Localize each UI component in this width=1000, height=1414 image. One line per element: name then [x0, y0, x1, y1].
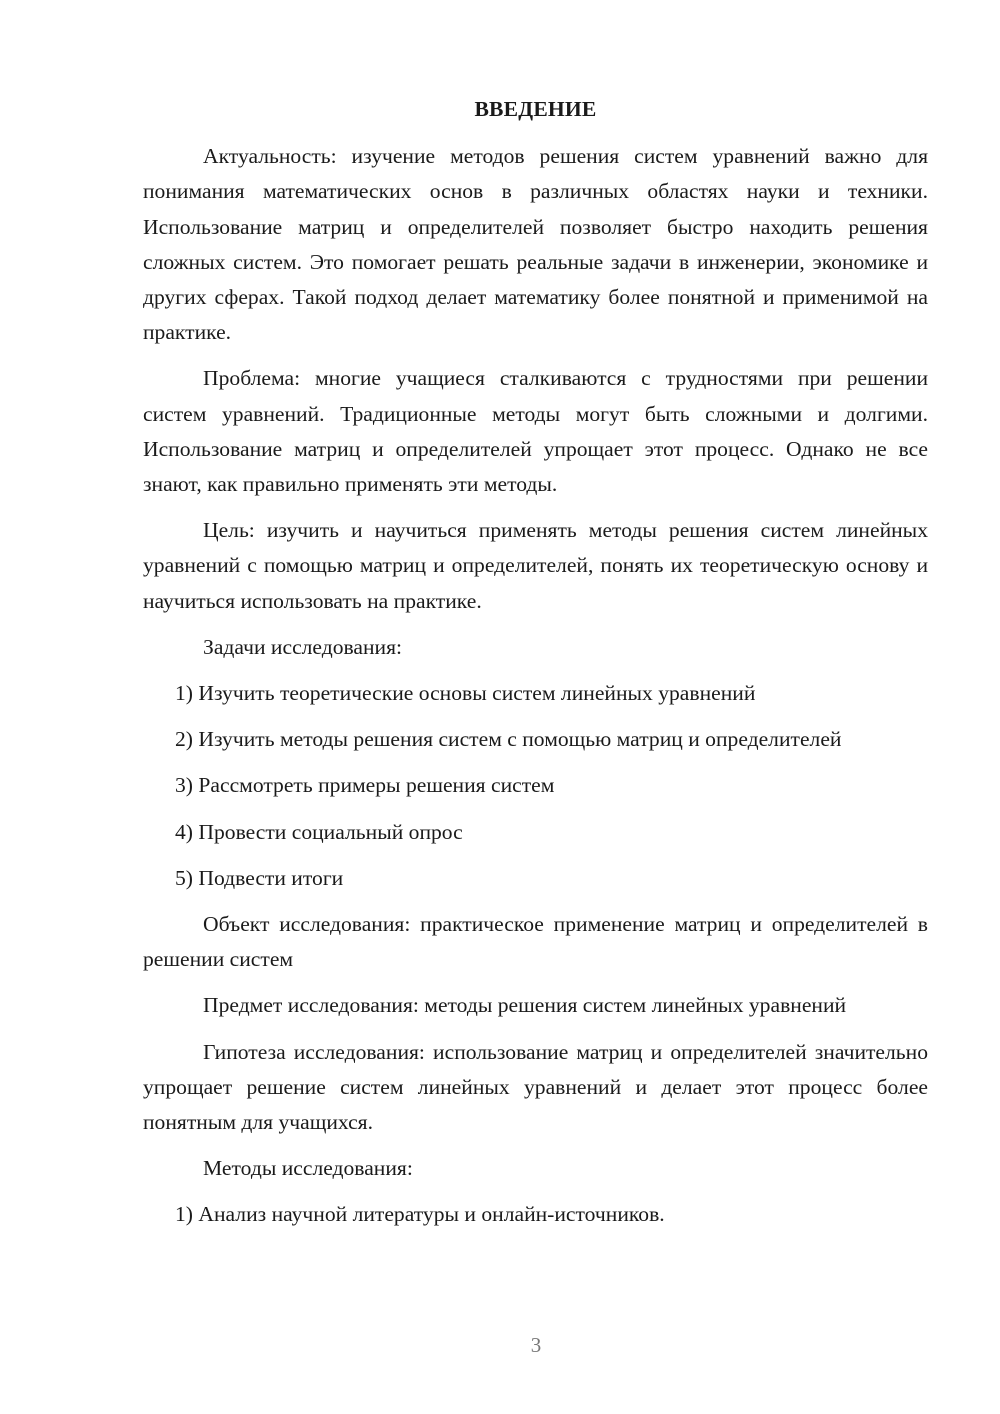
task-item-4: 4) Провести социальный опрос [175, 819, 463, 844]
method-item-1: 1) Анализ научной литературы и онлайн-источников. [175, 1202, 665, 1227]
page-content [143, 92, 928, 1244]
paragraph-object: Объект исследования: практическое применение матриц и определителей в решении систем [143, 912, 928, 972]
tasks-label: Задачи исследования: [203, 634, 403, 659]
paragraph-hypothesis: Гипотеза исследования: использование матриц и определителей значительно упрощает решение систем линейных уравнений и делает этот процесс более понятным для учащихся. [143, 1039, 928, 1135]
paragraph-subject: Предмет исследования: методы решения систем линейных уравнений [203, 993, 847, 1018]
task-item-5: 5) Подвести итоги [175, 865, 344, 890]
methods-label: Методы исследования: [203, 1156, 413, 1181]
paragraph-problem: Проблема: многие учащиеся сталкиваются с трудностями при решении систем уравнений. Традиционные методы могут быть сложными и долгими. Использование матриц и определителей упрощает этот процесс. Однако не все знают, как правильно применять эти методы. [143, 366, 928, 497]
paragraph-goal: Цель: изучить и научиться применять методы решения систем линейных уравнений с помощью матриц и определителей, понять их теоретическую основу и научиться использовать на практике. [143, 518, 928, 613]
page-number: 3 [530, 1333, 542, 1357]
paragraph-relevance: Актуальность: изучение методов решения систем уравнений важно для понимания математических основ в различных областях науки и техники. Использование матриц и определителей позволяет быстро находить решения сложных систем. Это помогает решать реальные задачи в инженерии, экономике и других сферах. Такой подход делает математику более понятной и применимой на практике. [143, 144, 928, 345]
task-item-3: 3) Рассмотреть примеры решения систем [175, 773, 555, 798]
task-item-2: 2) Изучить методы решения систем с помощью матриц и определителей [175, 727, 842, 752]
page-title: ВВЕДЕНИЕ [474, 97, 597, 121]
task-item-1: 1) Изучить теоретические основы систем линейных уравнений [175, 681, 756, 706]
